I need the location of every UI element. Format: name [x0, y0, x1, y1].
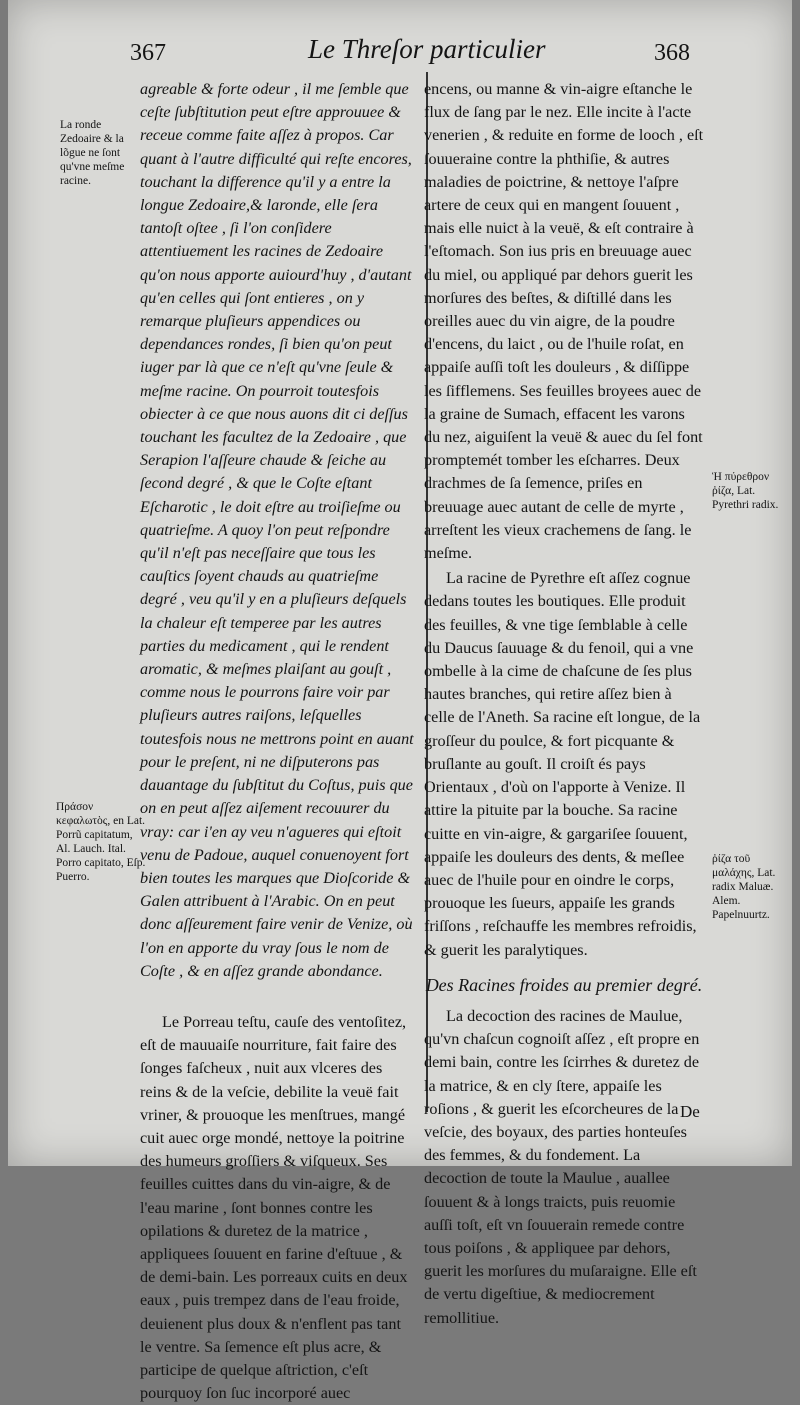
paragraph-pyrethre: La racine de Pyrethre eſt aſſez cognue dedans toutes les boutiques. Elle produit des feuilles, & vne tige ſemblable à celle du Daucus ſauuage & du fenoil, qui a vne ombelle à la cime de chaſcune de ſes plus hautes branches, qui retire aſſez bien à celle de l'Aneth. Sa racine eſt longue, de la groſſeur du poulce, & fort picquante & bruſlante au gouſt. Il croiſt és pays Orientaux , d'où on l'apporte à Venize. Il attire la pituite par la bouche. Sa racine cuitte en vin-aigre, & gargariſee ſouuent, appaiſe les douleurs des dents, & meſlee auec de l'huile pour en oindre le corps, prouoque les ſueurs, appaiſe les grands friſſons , reſchauffe les membres refroidis, & guerit les paralytiques. — [424, 569, 701, 959]
catchword: De — [680, 1102, 700, 1121]
paragraph-costus: agreable & forte odeur , il me ſemble que ceſte ſubſtitution peut eſtre approuuee & receue comme faite aſſez à propos. Car quant à l'autre difficulté qui reſte encores, touchant la difference qu'il y a entre la longue Zedoaire,& laronde, elle ſera tantoſt oſtee , ſi l'on conſidere attentiuement les racines de Zedoaire qu'on nous apporte auiourd'huy , d'autant qu'en celles qui ſont entieres , on y remarque pluſieurs appendices ou dependances rondes, ſi bien qu'on peut iuger par là que ce n'eſt qu'vne ſeule & meſme racine. On pourroit toutesfois obiecter à ce que nous auons dit ci deſſus touchant les facultez de la Zedoaire , que Serapion l'aſſeure chaude & ſeiche au ſecond degré , & que le Coſte eſtant Eſcharotic , le doit eſtre au troiſieſme ou quatrieſme. A quoy l'on peut reſpondre qu'il n'eſt pas neceſſaire que tous les cauſtics ſoyent chauds au quatrieſme degré , veu qu'il y en a pluſieurs deſquels la chaleur eſt temperee par les autres parties du medicament , qui le rendent aromatic, & meſmes plaiſant au gouſt , comme nous le pourrons faire voir par pluſieurs autres raiſons, leſquelles toutesfois nous ne mettrons point en auant pour le preſent, ni ne diſputerons pas dauantage du ſubſtitut du Coſtus, puis que on en peut aſſez aiſement recouurer du vray: car i'en ay veu n'agueres qui eſtoit venu de Padoue, auquel conuenoyent fort bien toutes les marques que Dioſcoride & Galen attribuent à l'Arabic. On en peut donc aſſeurement faire venir de Venize, où l'on en apporte du vray ſous le nom de Coſte , & en aſſez grande abondance. — [140, 80, 414, 980]
page-number-right: 368 — [654, 40, 690, 66]
margin-note-zedoaire: La ronde Zedoaire & la lõgue ne ſont qu'vne meſme racine. — [60, 119, 125, 187]
page-number-left: 367 — [130, 40, 166, 66]
right-column — [424, 78, 704, 1330]
paragraph-continuation: encens, ou manne & vin-aigre eſtanche le flux de ſang par le nez. Elle incite à l'acte venerien , & reduite en forme de looch , eſt ſouueraine contre la phthiſie, & autres maladies de poictrine, & nettoye l'aſpre artere de ceux qui en mangent ſouuent , mais elle nuict à la veuë, & eſt contraire à l'eſtomach. Son ius pris en breuuage auec du miel, ou appliqué par dehors guerit les morſures des beſtes, & diſtillé dans les oreilles auec du vin aigre, de la poudre d'encens, du laict , ou de l'huile roſat, en appaiſe auſſi toſt les douleurs , & diſſippe les ſifflemens. Ses feuilles broyees auec de la graine de Sumach, effacent les varons du nez, aiguiſent la veuë & auec du ſel font promptemét tomber les eſcharres. Deux drachmes de ſa ſemence, priſes en breuuage auec autant de celle de myrte , arreſtent les vieux crachemens de ſang. le meſme. — [424, 80, 704, 563]
margin-note-maulue: ῥίζα τοῦ μαλάχης, Lat. radix Maluæ. Alem. Papelnuurtz. — [712, 853, 776, 921]
running-title: Le Threſor particulier — [308, 34, 546, 64]
paragraph-maulue: La decoction des racines de Maulue, qu'vn chaſcun cognoiſt aſſez , eſt propre en demi bain, contre les ſcirrhes & duretez de la matrice, & en cly ſtere, appaiſe les roſions , & guerit les eſcorcheures de la veſcie, des boyaux, des parties honteuſes des femmes, & du fondement. La decoction de toute la Maulue , auallee ſouuent & à longs traicts, puis reuomie auſſi toſt, eſt vn ſouuerain remede contre tous poiſons , & appliquee par dehors, guerit les morſures du muſaraigne. Elle eſt de vertu digeſtiue, & mediocrement remollitiue. — [424, 1006, 700, 1327]
section-heading: Des Racines froides au premier degré. — [425, 974, 703, 995]
margin-note-pyrethre: Ἡ πύρεθρον ῥίζα, Lat. Pyrethri radix. — [712, 471, 779, 511]
left-column — [140, 78, 416, 1405]
paragraph-porreau: Le Porreau teſtu, cauſe des ventoſitez, eſt de mauuaiſe nourriture, fait faire des ſonges faſcheux , nuit aux vlceres des reins & de la veſcie, debilite la veuë fait vriner, & prouoque les menſtrues, mangé cuit auec orge mondé, nettoye la poitrine des humeurs groſſiers & viſqueux. Ses feuilles cuittes dans du vin-aigre, & de l'eau marine , ſont bonnes contre les opilations & duretez de la matrice , appliquees ſouuent en farine d'eſtuue , & de demi-bain. Les porreaux cuits en deux eaux , puis trempez dans de l'eau froide, deuienent plus doux & n'enflent pas tant le ventre. Sa ſemence eſt plus acre, & participe de quelque aſtriction, c'eſt pourquoy ſon ſuc incorporé auec — [140, 1012, 408, 1403]
margin-note-porreau: Πράσον κεφαλωτὸς, en Lat. Porrũ capitatum, Al. Lauch. Ital. Porro capitato, Eſp. Puerro. — [56, 801, 146, 883]
book-page — [8, 0, 792, 1403]
